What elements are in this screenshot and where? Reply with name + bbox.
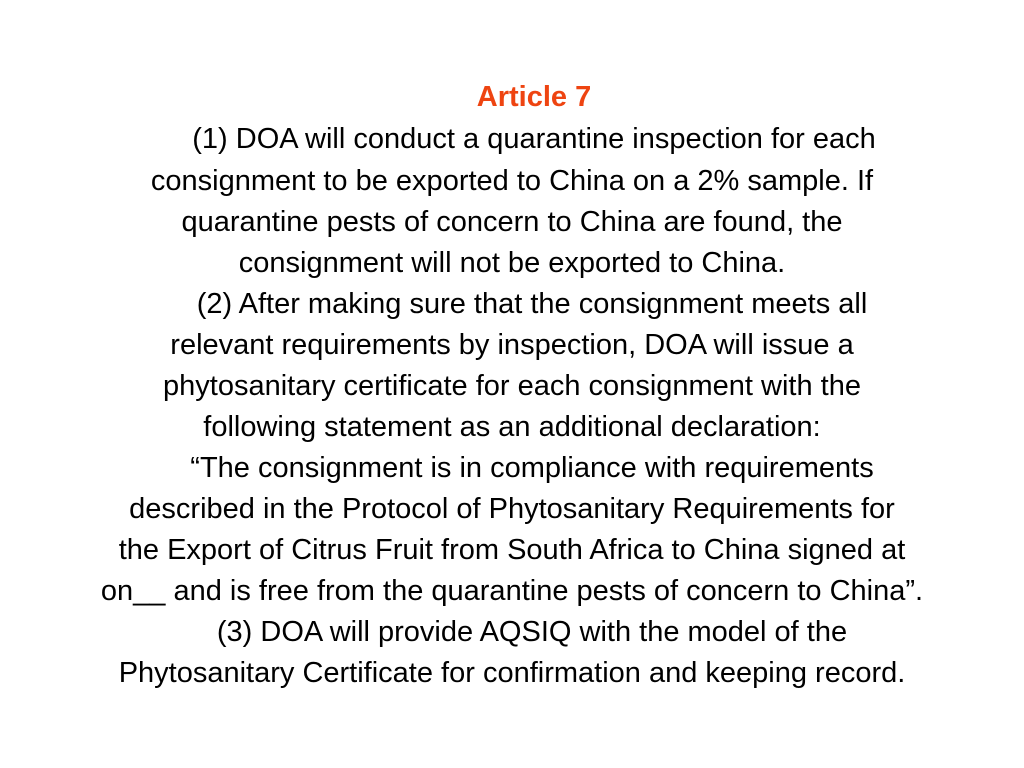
paragraph-2-line-2: relevant requirements by inspection, DOA will issue a xyxy=(170,329,854,361)
paragraph-2-line-4: following statement as an additional declaration: xyxy=(203,411,821,443)
declaration-line-1: “The consignment is in compliance with requirements xyxy=(190,452,874,484)
declaration-line-4: on__ and is free from the quarantine pests of concern to China”. xyxy=(100,575,924,607)
declaration-line-3: the Export of Citrus Fruit from South Africa to China signed at xyxy=(118,534,906,566)
paragraph-2-line-1: (2) After making sure that the consignment meets all xyxy=(196,288,868,320)
paragraph-1-line-1: (1) DOA will conduct a quarantine inspection for each xyxy=(192,123,876,155)
declaration-line-2: described in the Protocol of Phytosanitary Requirements for xyxy=(129,493,895,525)
paragraph-3-line-2: Phytosanitary Certificate for confirmation and keeping record. xyxy=(118,657,906,689)
paragraph-1-line-4: consignment will not be exported to China. xyxy=(238,247,786,279)
paragraph-1-line-3: quarantine pests of concern to China are found, the xyxy=(181,206,843,238)
paragraph-1-line-2: consignment to be exported to China on a 2% sample. If xyxy=(150,165,874,197)
article-title: Article 7 xyxy=(476,81,592,113)
paragraph-2-line-3: phytosanitary certificate for each consignment with the xyxy=(163,370,861,402)
paragraph-3-line-1: (3) DOA will provide AQSIQ with the model of the xyxy=(216,616,848,648)
